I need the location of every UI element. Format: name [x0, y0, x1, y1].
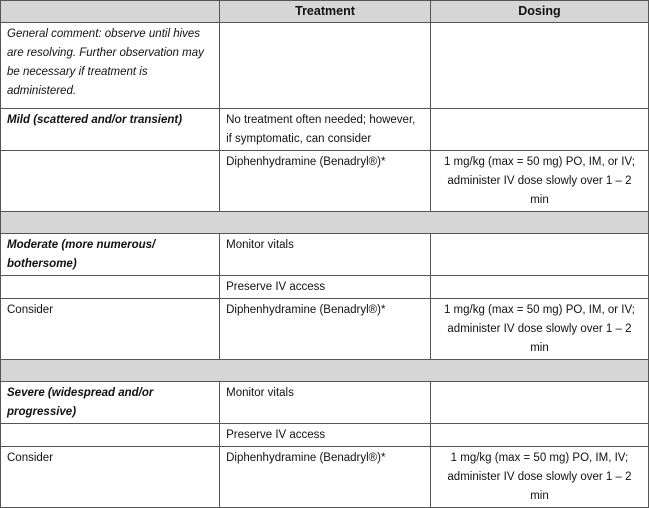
- severe-dosing-1-empty: [430, 382, 648, 424]
- severe-row-1: [1, 382, 649, 424]
- mild-dosing-1-empty: [430, 109, 648, 151]
- mild-col1-empty: [1, 151, 220, 212]
- separator-row: [1, 360, 649, 382]
- moderate-dosing-2-empty: [430, 276, 648, 299]
- moderate-dosing-3: 1 mg/kg (max = 50 mg) PO, IM, or IV; administer IV dose slowly over 1 – 2 min: [430, 299, 648, 360]
- severe-dosing-2-empty: [430, 424, 648, 447]
- general-treatment-empty: [220, 23, 431, 109]
- header-row: [1, 1, 649, 23]
- severe-dosing-3: 1 mg/kg (max = 50 mg) PO, IM, IV; administer IV dose slowly over 1 – 2 min: [430, 447, 648, 508]
- severe-row-2: [1, 424, 649, 447]
- severe-treatment-1: Monitor vitals: [220, 382, 431, 424]
- severe-treatment-2: Preserve IV access: [220, 424, 431, 447]
- moderate-row-3: [1, 299, 649, 360]
- moderate-treatment-1: Monitor vitals: [220, 234, 431, 276]
- header-blank: [1, 1, 220, 23]
- moderate-dosing-1-empty: [430, 234, 648, 276]
- severe-consider: Consider: [1, 447, 220, 508]
- moderate-col1-empty: [1, 276, 220, 299]
- moderate-row-2: [1, 276, 649, 299]
- severe-label: Severe (widespread and/or progressive): [1, 382, 220, 424]
- moderate-label: Moderate (more numerous/ bothersome): [1, 234, 220, 276]
- separator: [1, 212, 649, 234]
- mild-row-1: [1, 109, 649, 151]
- separator: [1, 360, 649, 382]
- moderate-row-1: [1, 234, 649, 276]
- moderate-treatment-2: Preserve IV access: [220, 276, 431, 299]
- mild-label: Mild (scattered and/or transient): [1, 109, 220, 151]
- severe-col1-empty: [1, 424, 220, 447]
- general-row: [1, 23, 649, 109]
- mild-treatment-1: No treatment often needed; however, if symptomatic, can consider: [220, 109, 431, 151]
- mild-dosing-2: 1 mg/kg (max = 50 mg) PO, IM, or IV; administer IV dose slowly over 1 – 2 min: [430, 151, 648, 212]
- severe-row-3: [1, 447, 649, 508]
- header-dosing: Dosing: [430, 1, 648, 23]
- moderate-treatment-3: Diphenhydramine (Benadryl®)*: [220, 299, 431, 360]
- separator-row: [1, 212, 649, 234]
- header-treatment: Treatment: [220, 1, 431, 23]
- moderate-consider: Consider: [1, 299, 220, 360]
- severe-treatment-3: Diphenhydramine (Benadryl®)*: [220, 447, 431, 508]
- mild-treatment-2: Diphenhydramine (Benadryl®)*: [220, 151, 431, 212]
- general-comment: General comment: observe until hives are resolving. Further observation may be necessary if treatment is administered.: [1, 23, 220, 109]
- general-dosing-empty: [430, 23, 648, 109]
- mild-row-2: [1, 151, 649, 212]
